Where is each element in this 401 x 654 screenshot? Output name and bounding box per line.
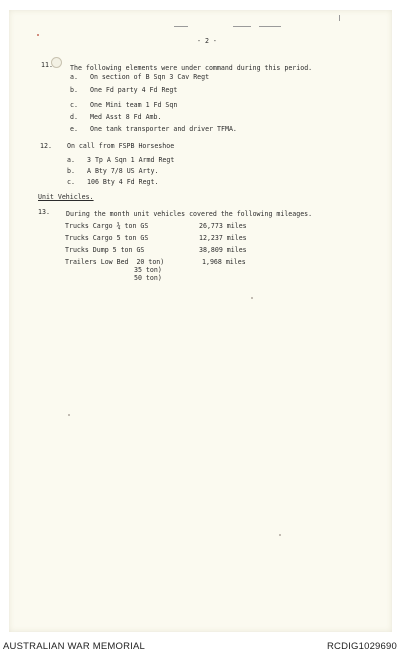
para-12-number: 12. [40, 142, 52, 150]
para-11-item-b: One Fd party 4 Fd Regt [90, 86, 178, 94]
footer-record-id: RCDIG1029690 [327, 641, 397, 652]
speck-2 [68, 414, 70, 416]
top-mark-3 [259, 26, 281, 27]
vehicle-row-2-name: Trucks Cargo 5 ton GS [65, 234, 149, 242]
para-13-number: 13. [38, 208, 50, 216]
para-11-letter-a: a. [70, 73, 78, 81]
document-page [9, 10, 392, 632]
speck-1 [251, 297, 253, 299]
para-11-letter-c: c. [70, 101, 78, 109]
para-11-letter-b: b. [70, 86, 78, 94]
vehicle-row-4-name: Trailers Low Bed 20 ton) [65, 258, 165, 266]
vehicle-row-1-name: Trucks Cargo ¾ ton GS [65, 222, 149, 230]
page-number: - 2 - [197, 37, 217, 45]
para-11-item-e: One tank transporter and driver TFMA. [90, 125, 237, 133]
para-12-intro: On call from FSPB Horseshoe [67, 142, 175, 150]
top-mark-4 [339, 15, 340, 21]
para-12-item-a: 3 Tp A Sqn 1 Armd Regt [87, 156, 175, 164]
top-mark-2 [233, 26, 251, 27]
para-11-item-d: Med Asst 8 Fd Amb. [90, 113, 162, 121]
vehicle-row-1-mileage: 26,773 miles [199, 222, 247, 230]
para-11-number: 11. [41, 61, 53, 69]
para-12-letter-a: a. [67, 156, 75, 164]
para-12-letter-b: b. [67, 167, 75, 175]
vehicle-row-3-mileage: 38,809 miles [199, 246, 247, 254]
section-heading-unit-vehicles: Unit Vehicles. [38, 193, 94, 201]
para-11-letter-e: e. [70, 125, 78, 133]
red-speck [37, 34, 39, 36]
vehicle-row-4-mileage: 1,968 miles [202, 258, 246, 266]
trailer-size-50: 50 ton) [134, 274, 162, 282]
para-11-intro: The following elements were under command during this period. [70, 64, 313, 72]
para-11-item-c: One Mini team 1 Fd Sqn [90, 101, 178, 109]
vehicle-row-2-mileage: 12,237 miles [199, 234, 247, 242]
para-11-letter-d: d. [70, 113, 78, 121]
para-12-item-c: 106 Bty 4 Fd Regt. [87, 178, 159, 186]
para-12-letter-c: c. [67, 178, 75, 186]
vehicle-row-3-name: Trucks Dump 5 ton GS [65, 246, 145, 254]
para-13-intro: During the month unit vehicles covered the following mileages. [66, 210, 313, 218]
para-12-item-b: A Bty 7/8 US Arty. [87, 167, 159, 175]
speck-3 [279, 534, 281, 536]
footer-institution: AUSTRALIAN WAR MEMORIAL [3, 641, 146, 652]
para-11-item-a: On section of B Sqn 3 Cav Regt [90, 73, 210, 81]
top-mark-1 [174, 26, 188, 27]
trailer-size-35: 35 ton) [134, 266, 162, 274]
